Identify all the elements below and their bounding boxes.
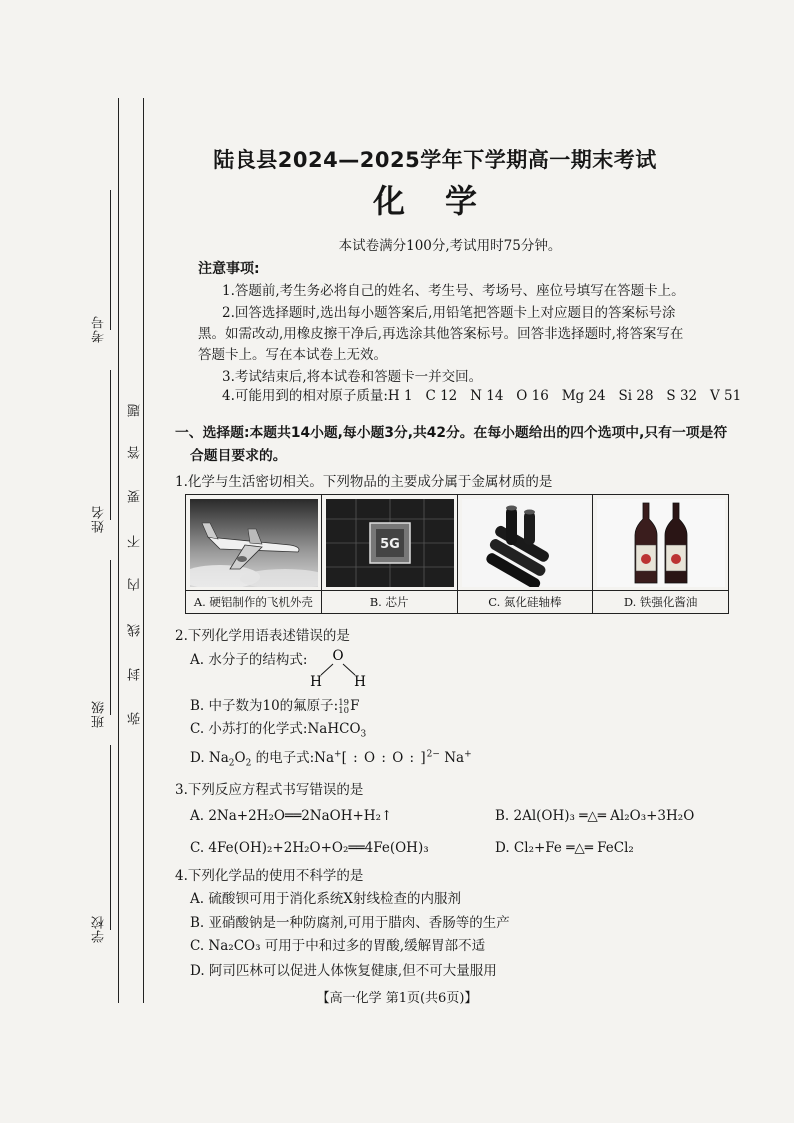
exam-title: 陆良县2024—2025学年下学期高一期末考试 (213, 148, 657, 172)
q2-stem: 2.下列化学用语表述错误的是 (175, 628, 350, 644)
notice-item-4: 4.可能用到的相对原子质量:H 1 C 12 N 14 O 16 Mg 24 Si 28 S 32 V 51 (222, 388, 742, 404)
section-1-line2: 合题目要求的。 (190, 448, 287, 464)
q2-d-part: 的电子式:Na (251, 750, 335, 766)
chip-label: 5G (379, 537, 400, 552)
water-h-atom-left: H (310, 674, 322, 689)
element-symbol: F (350, 698, 360, 714)
q2-option-c-text: C. 小苏打的化学式:NaHCO (190, 721, 361, 737)
atomic-number: 10 (338, 705, 350, 716)
q1-option-c-cell[interactable] (458, 495, 594, 613)
q1-option-d: D. 铁强化酱油 (593, 590, 728, 613)
margin-line-outer (118, 98, 119, 1003)
q2-d-part: O (234, 750, 246, 766)
q2-d-part: 2 (245, 758, 252, 769)
notice-item-2-line3: 答题卡上。写在本试卷上无效。 (198, 347, 387, 363)
q4-option-b: B. 亚硝酸钠是一种防腐剂,可用于腊肉、香肠等的生产 (190, 915, 510, 931)
q1-option-a: A. 硬铝制作的飞机外壳 (186, 590, 321, 613)
school-label: 学校 (92, 915, 107, 943)
class-label: 班级 (92, 700, 107, 728)
q1-image-table (185, 494, 729, 614)
class-blank[interactable] (110, 560, 111, 715)
q3-option-d: D. Cl₂+Fe ═△═ FeCl₂ (495, 840, 634, 856)
seal-char: 答 (128, 446, 143, 459)
electron-dot-formula: [ : O : O : ] (341, 750, 427, 766)
q4-stem: 4.下列化学品的使用不科学的是 (175, 868, 364, 884)
q3-option-a: A. 2Na+2H₂O══2NaOH+H₂↑ (190, 808, 393, 824)
q2-d-part: D. Na (190, 750, 229, 766)
exam-info: 本试卷满分100分,考试用时75分钟。 (338, 238, 562, 254)
exam-no-blank[interactable] (110, 190, 111, 330)
q2-d-part: + (464, 749, 472, 760)
q3-option-c: C. 4Fe(OH)₂+2H₂O+O₂══4Fe(OH)₃ (190, 840, 429, 856)
q2-option-d (190, 746, 472, 769)
q3-stem: 3.下列反应方程式书写错误的是 (175, 782, 364, 798)
q1-option-d-cell[interactable] (593, 495, 728, 613)
seal-char: 要 (128, 490, 143, 503)
notice-item-1: 1.答题前,考生务必将自己的姓名、考生号、考场号、座位号填写在答题卡上。 (222, 283, 685, 299)
q2-d-part: + (334, 749, 342, 760)
q2-d-part: Na (439, 750, 465, 766)
q2-d-part: 2− (426, 749, 440, 760)
page-footer: 【高一化学 第1页(共6页)】 (316, 991, 478, 1006)
seal-char: 线 (128, 624, 143, 637)
q1-option-b: B. 芯片 (322, 590, 457, 613)
water-h-atom-right: H (354, 674, 366, 689)
q2-d-part: 2 (228, 758, 235, 769)
airplane-image (190, 499, 318, 587)
soy-sauce-image (597, 499, 725, 587)
seal-char: 弥 (128, 712, 143, 725)
q2-option-c-sub: 3 (360, 729, 367, 740)
water-structure-formula (300, 645, 380, 689)
rods-image (462, 499, 590, 587)
nuclide-notation (338, 699, 349, 715)
seal-char: 封 (128, 668, 143, 681)
subject-title: 化学 (372, 182, 517, 220)
name-blank[interactable] (110, 370, 111, 520)
name-label: 姓名 (92, 505, 107, 533)
exam-no-label: 考号 (92, 315, 107, 343)
notice-item-2-line1: 2.回答选择题时,选出每小题答案后,用铅笔把答题卡上对应题目的答案标号涂 (222, 305, 676, 321)
seal-char: 题 (128, 404, 143, 417)
q2-option-c (190, 717, 366, 740)
q4-option-c: C. Na₂CO₃ 可用于中和过多的胃酸,缓解胃部不适 (190, 938, 486, 954)
seal-char: 内 (128, 578, 143, 591)
q1-option-c: C. 氮化硅轴棒 (458, 590, 593, 613)
q2-option-b-text: B. 中子数为10的氟原子: (190, 698, 339, 714)
q2-option-b (190, 694, 359, 715)
seal-char: 不 (128, 535, 143, 548)
notice-item-3: 3.考试结束后,将本试卷和答题卡一并交回。 (222, 369, 483, 385)
q1-option-a-cell[interactable] (186, 495, 322, 613)
margin-line-inner (143, 98, 144, 1003)
q1-stem: 1.化学与生活密切相关。下列物品的主要成分属于金属材质的是 (175, 474, 553, 490)
chip-image (326, 499, 454, 587)
mass-number: 19 (338, 697, 350, 708)
notice-item-2-line2: 黑。如需改动,用橡皮擦干净后,再选涂其他答案标号。回答非选择题时,将答案写在 (198, 326, 684, 342)
q2-option-a: A. 水分子的结构式: (190, 652, 308, 668)
q3-option-b: B. 2Al(OH)₃ ═△═ Al₂O₃+3H₂O (495, 808, 695, 824)
water-o-atom: O (332, 648, 344, 664)
q4-option-a: A. 硫酸钡可用于消化系统X射线检查的内服剂 (190, 891, 461, 907)
q1-option-b-cell[interactable] (322, 495, 458, 613)
school-blank[interactable] (110, 745, 111, 930)
section-1-line1: 一、选择题:本题共14小题,每小题3分,共42分。在每小题给出的四个选项中,只有一项是符 (175, 425, 728, 441)
notice-heading: 注意事项: (198, 261, 260, 277)
q4-option-d: D. 阿司匹林可以促进人体恢复健康,但不可大量服用 (190, 963, 497, 979)
